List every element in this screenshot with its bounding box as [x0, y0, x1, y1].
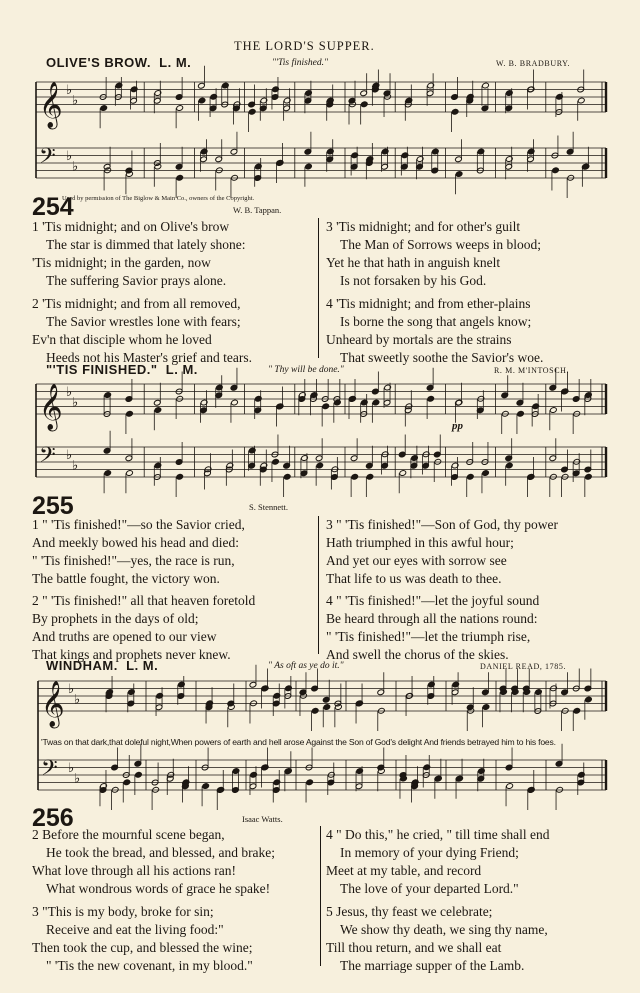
note-head: [451, 108, 459, 115]
note-head: [561, 388, 569, 395]
note-head: [154, 407, 162, 414]
hymn-number: 254: [32, 193, 74, 221]
verse-line: The love of your departed Lord.": [340, 881, 519, 896]
verse-line: That kings and prophets never knew.: [32, 647, 231, 662]
bass-clef-icon: 𝄢: [39, 443, 56, 473]
verses-left: [32, 516, 255, 664]
hymn-number: 256: [32, 804, 74, 832]
note-head: [176, 174, 184, 181]
verse-line: " 'Tis finished!"—yes, the race is run,: [32, 553, 235, 568]
note-head: [455, 399, 463, 406]
verse-line: 3 " 'Tis finished!"—Son of God, thy power: [326, 517, 558, 532]
note-head: [482, 704, 490, 711]
note-head: [527, 473, 535, 480]
verses-left: [32, 826, 275, 975]
note-head: [283, 473, 291, 480]
note-head: [505, 462, 513, 469]
verse-line: Till thou return, and we shall eat: [326, 940, 502, 955]
note-head: [506, 783, 514, 790]
note-head: [335, 704, 343, 711]
composer: DANIEL READ, 1785.: [480, 662, 567, 671]
note-head: [573, 707, 581, 714]
hymn-number: 255: [32, 492, 74, 520]
hymn-author: Isaac Watts.: [242, 814, 283, 824]
verse-line: The Man of Sorrows weeps in blood;: [340, 237, 541, 252]
note-head: [126, 470, 134, 477]
verse: [326, 592, 558, 664]
flat-icon: ♭: [66, 83, 73, 98]
verse-line: 1 'Tis midnight; and on Olive's brow: [32, 219, 230, 234]
tune-title: OLIVE'S BROW.: [46, 55, 151, 70]
verse-line: 4 'Tis midnight; and from ether-plains: [326, 296, 531, 311]
verse-line: And yet our eyes with sorrow see: [326, 553, 507, 568]
note-head: [456, 775, 464, 782]
verse-line: 2 " 'Tis finished!" all that heaven foretold: [32, 593, 256, 608]
verse-line: That life to us was death to thee.: [326, 571, 502, 586]
treble-clef-icon: 𝄞: [39, 384, 63, 430]
verse-line: 1 " 'Tis finished!"—so the Savior cried,: [32, 517, 245, 532]
note-head: [360, 101, 368, 108]
note-head: [176, 105, 184, 112]
verse-line: And truths are opened to our view: [32, 629, 217, 644]
verse-line: In memory of your dying Friend;: [340, 845, 519, 860]
dynamic-marking: pp: [452, 420, 463, 432]
note-head: [351, 473, 359, 480]
note-head: [528, 786, 536, 793]
flat-icon: ♭: [72, 93, 79, 109]
note-head: [261, 764, 269, 771]
verse-line: The suffering Savior prays alone.: [46, 273, 227, 288]
verse: [326, 826, 550, 898]
note-head: [276, 159, 284, 166]
composer: W. B. BRADBURY.: [496, 59, 571, 68]
note-head: [198, 97, 206, 104]
note-head: [176, 473, 184, 480]
page-header: THE LORD'S SUPPER.: [234, 39, 375, 53]
verse-line: 5 Jesus, thy feast we celebrate;: [326, 904, 493, 919]
tune-meter: L. M.: [159, 55, 192, 70]
note-head: [366, 473, 374, 480]
lyric-underlay: 'Twas on that dark,that doleful night,When powers of earth and hell arose Against the Son of God's delight And friends betrayed him to his foes.: [41, 737, 556, 747]
note-head: [202, 783, 210, 790]
bass-clef-icon: 𝄢: [39, 144, 56, 174]
note-head: [482, 82, 490, 89]
verse-line: Be heard through all the nations round:: [326, 611, 538, 626]
hymn-author: S. Stennett.: [249, 502, 288, 512]
verses-left: [32, 218, 252, 367]
note-head: [552, 167, 560, 174]
verse-line: 4 " Do this," he cried, " till time shall end: [326, 827, 550, 842]
note-head: [435, 775, 443, 782]
verse-line: And meekly bowed his head and died:: [32, 535, 239, 550]
verse-line: What love through all his actions ran!: [32, 863, 236, 878]
note-head: [100, 105, 108, 112]
note-head: [126, 410, 134, 417]
tune-meter: L. M.: [165, 362, 198, 377]
note-head: [334, 399, 342, 406]
note-head: [154, 163, 162, 170]
verse-line: Unheard by mortals are the strains: [326, 332, 512, 347]
verses-right: [326, 218, 543, 367]
note-head: [427, 395, 435, 402]
flat-icon: ♭: [72, 458, 79, 474]
treble-clef-icon: 𝄞: [39, 82, 63, 128]
verse-line: Hath triumphed in this awful hour;: [326, 535, 514, 550]
verse-line: 'Tis midnight; in the garden, now: [32, 255, 211, 270]
verse-line: 2 Before the mournful scene began,: [32, 827, 225, 842]
note-head: [285, 768, 293, 775]
note-head: [482, 470, 490, 477]
verse: [326, 903, 550, 975]
tune-meter: L. M.: [126, 658, 159, 673]
note-head: [577, 97, 585, 104]
verse: [32, 295, 252, 367]
tune-subtitle: " Thy will be done.": [268, 365, 344, 375]
verse-line: " 'Tis the new covenant, in my blood.": [46, 958, 253, 973]
note-head: [316, 462, 324, 469]
verse: [32, 903, 275, 975]
tune-name: [46, 658, 158, 673]
verse-line: Then took the cup, and blessed the wine;: [32, 940, 253, 955]
verse-line: By prophets in the days of old;: [32, 611, 199, 626]
note-head: [349, 395, 357, 402]
verse-line: That sweetly soothe the Savior's woe.: [340, 350, 544, 365]
note-head: [550, 407, 558, 414]
verse-line: The star is dimmed that lately shone:: [46, 237, 246, 252]
notes: [39, 66, 592, 810]
note-head: [585, 696, 593, 703]
verse-line: The battle fought, the victory won.: [32, 571, 220, 586]
verse-line: We show thy death, we sing thy name,: [340, 922, 548, 937]
verses-right: [326, 826, 550, 975]
tune-subtitle: " As oft as ye do it.": [268, 661, 344, 671]
note-head: [372, 399, 380, 406]
verse: [32, 592, 255, 664]
flat-icon: ♭: [74, 771, 81, 787]
note-head: [305, 163, 313, 170]
verse-line: 4 " 'Tis finished!"—let the joyful sound: [326, 593, 540, 608]
permission-note: Used by permission of The Biglow & Main Co., owners of the Copyright.: [62, 195, 255, 202]
verse: [32, 826, 275, 898]
verse-line: 3 'Tis midnight; and for other's guilt: [326, 219, 521, 234]
note-head: [311, 707, 319, 714]
verse-line: 2 'Tis midnight; and from all removed,: [32, 296, 241, 311]
verse: [326, 295, 543, 367]
tune-subtitle: "'Tis finished.": [272, 58, 328, 68]
verse: [32, 218, 252, 290]
composer: R. M. M'INTOSCH.: [494, 366, 570, 375]
staff-lines: [36, 82, 606, 790]
treble-clef-icon: 𝄞: [41, 681, 65, 727]
flat-icon: ♭: [66, 149, 73, 164]
tune-title: WINDHAM.: [46, 658, 118, 673]
verse-line: Yet he that hath in anguish knelt: [326, 255, 501, 270]
verse-line: Ev'n that disciple whom he loved: [32, 332, 212, 347]
flat-icon: ♭: [68, 682, 75, 697]
verses-right: [326, 516, 558, 664]
note-head: [248, 108, 256, 115]
hymn-author: W. B. Tappan.: [233, 205, 282, 215]
verse: [326, 218, 543, 290]
verse-line: Is borne the song that angels know;: [340, 314, 532, 329]
verse-line: Heeds not his Master's grief and tears.: [46, 350, 253, 365]
verse-line: Receive and eat the living food:": [46, 922, 224, 937]
note-head: [306, 779, 314, 786]
verse-line: He took the bread, and blessed, and brake;: [46, 845, 276, 860]
note-head: [123, 779, 131, 786]
verse-line: " 'Tis finished!"—let the triumph rise,: [326, 629, 531, 644]
note-head: [135, 771, 143, 778]
note-head: [323, 704, 331, 711]
verse-line: And swell the chorus of the skies.: [326, 647, 509, 662]
note-head: [466, 473, 474, 480]
flat-icon: ♭: [68, 761, 75, 776]
bass-clef-icon: 𝄢: [41, 756, 58, 786]
flat-icon: ♭: [72, 159, 79, 175]
verse-line: What wondrous words of grace he spake!: [46, 881, 271, 896]
flat-icon: ♭: [72, 395, 79, 411]
flat-icon: ♭: [74, 692, 81, 708]
note-head: [272, 458, 280, 465]
verse-line: 3 "This is my body, broke for sin;: [32, 904, 214, 919]
column-divider: [318, 516, 319, 654]
note-head: [585, 473, 593, 480]
flat-icon: ♭: [66, 448, 73, 463]
tune-title: "'TIS FINISHED.": [46, 362, 158, 377]
note-head: [455, 171, 463, 178]
verse: [32, 516, 255, 588]
note-head: [399, 470, 407, 477]
verse: [326, 516, 558, 588]
column-divider: [320, 826, 321, 966]
note-head: [517, 410, 525, 417]
verse-line: The Savior wrestles lone with fears;: [46, 314, 241, 329]
tune-name: [46, 362, 198, 377]
verse-line: The marriage supper of the Lamb.: [340, 958, 525, 973]
column-divider: [318, 218, 319, 358]
note-head: [231, 399, 239, 406]
verse-line: Meet at my table, and record: [326, 863, 482, 878]
note-head: [322, 403, 330, 410]
verse-line: Is not forsaken by his God.: [340, 273, 487, 288]
note-head: [582, 163, 590, 170]
flat-icon: ♭: [66, 385, 73, 400]
note-head: [217, 786, 225, 793]
note-head: [104, 470, 112, 477]
